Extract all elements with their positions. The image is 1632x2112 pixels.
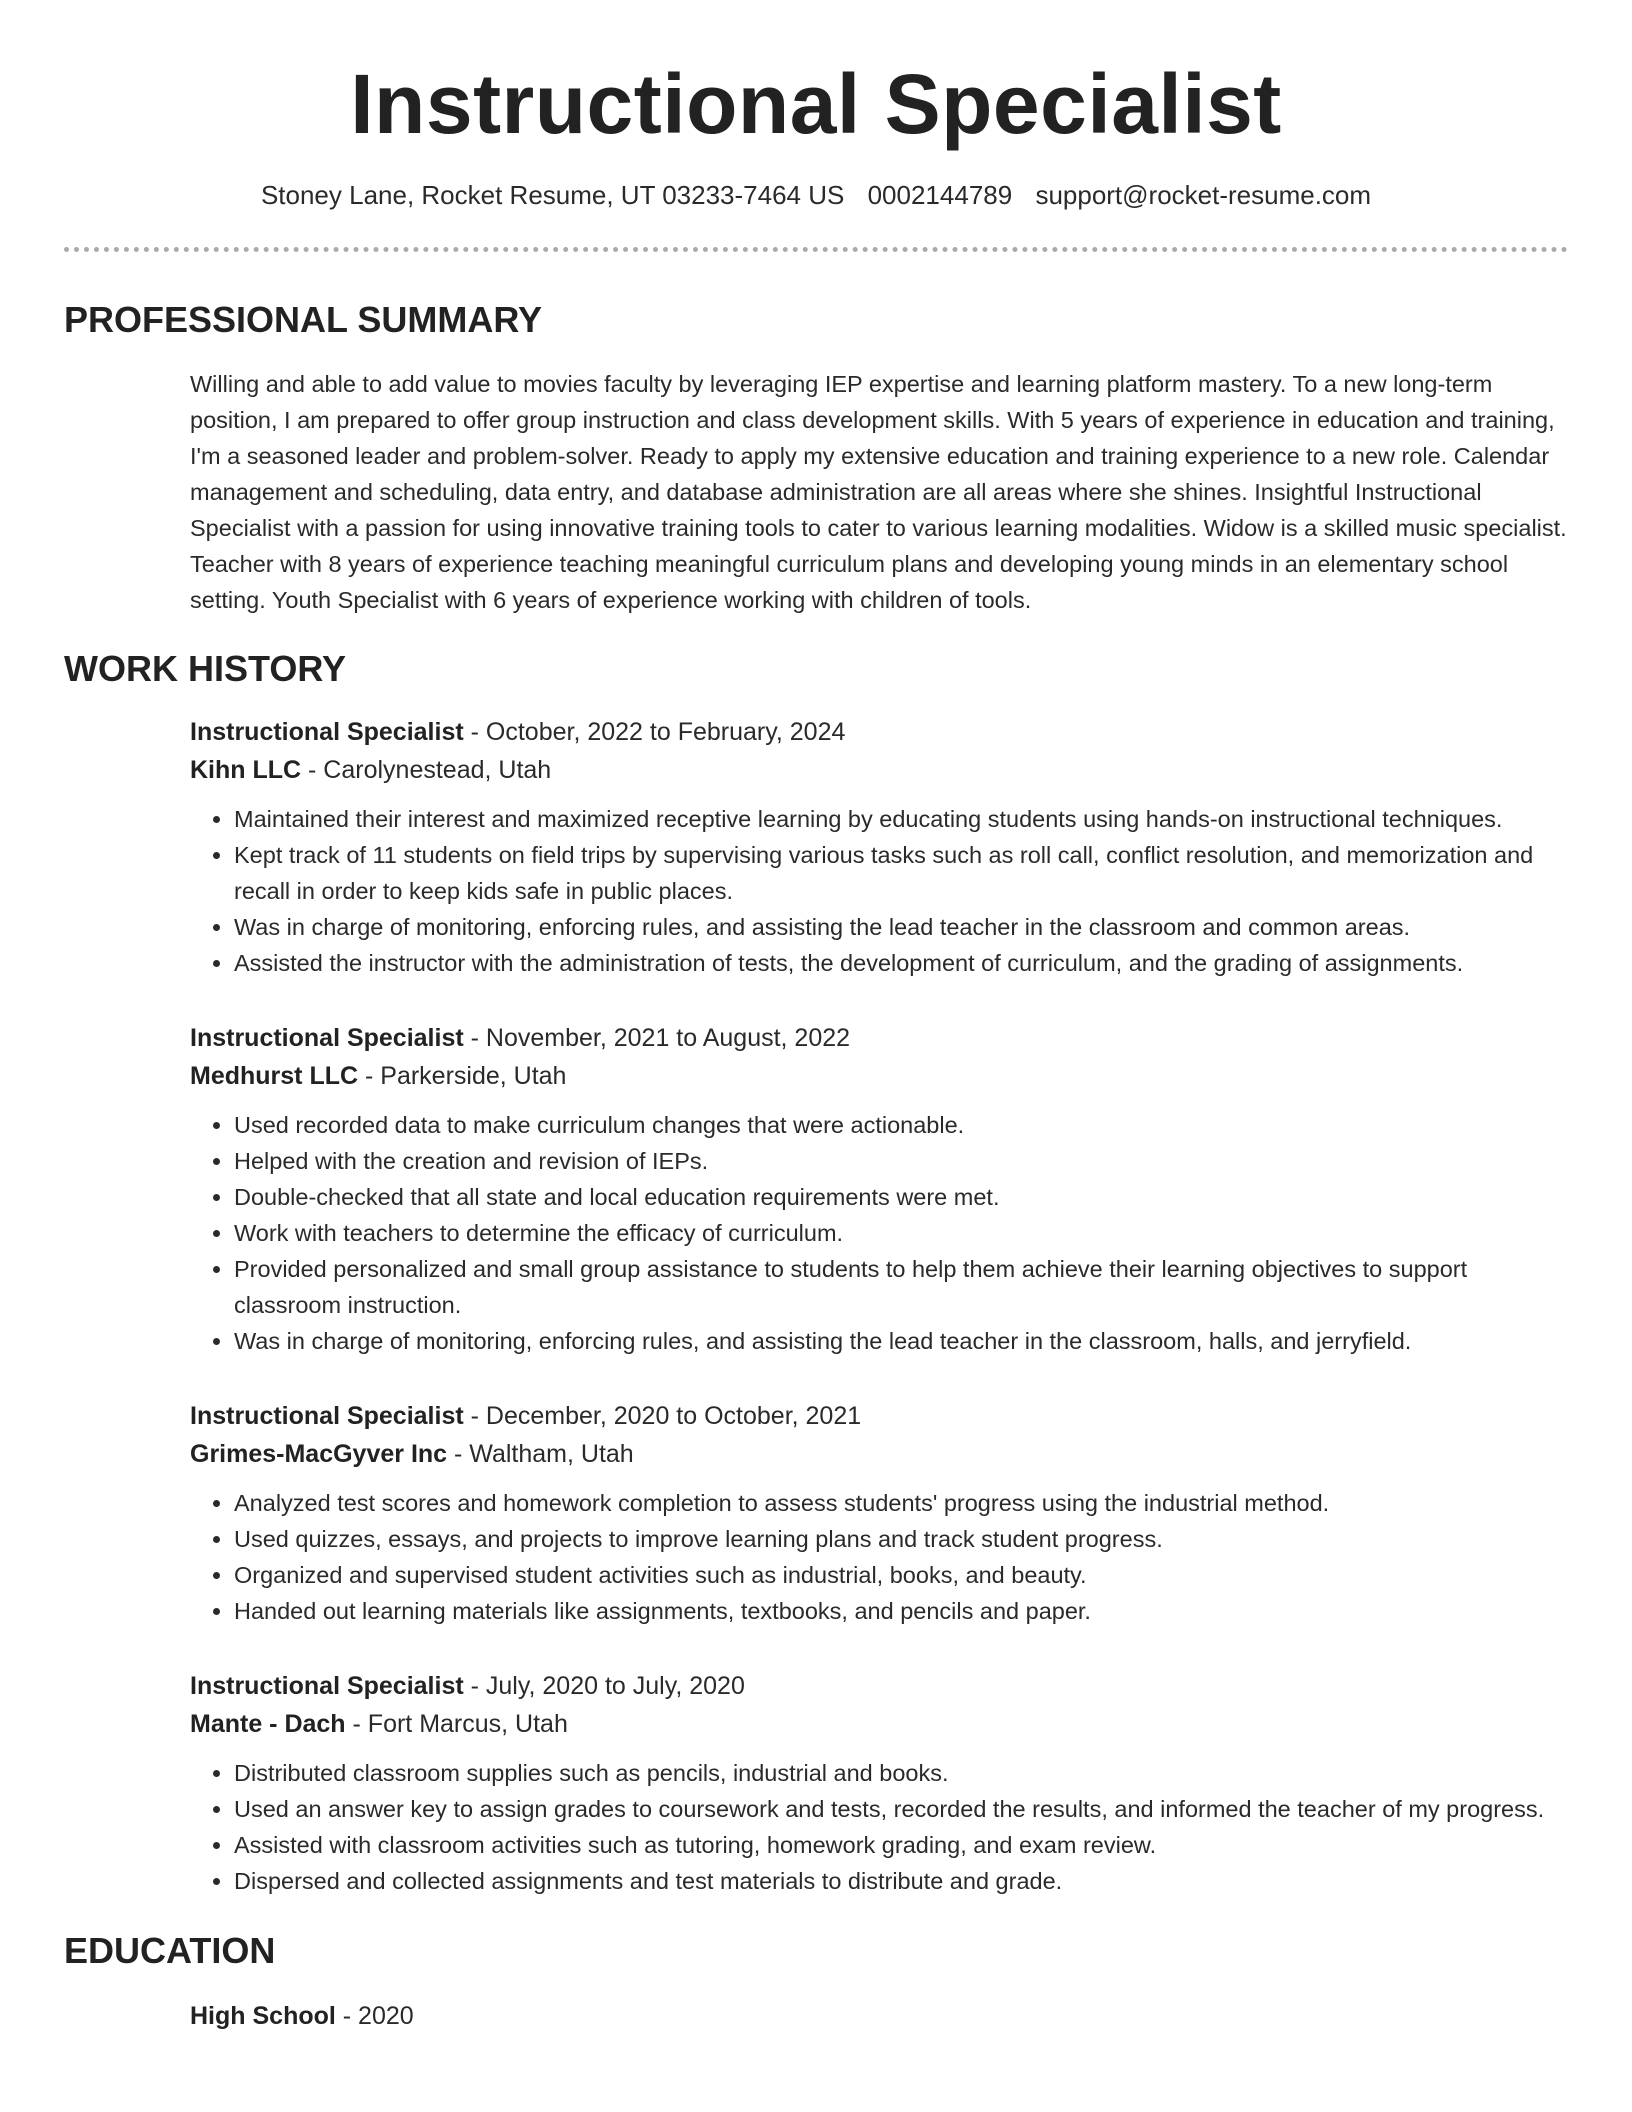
job-company-line: [190, 1435, 1568, 1473]
job-bullet: • Used recorded data to make curriculum changes that were actionable.: [234, 1107, 1568, 1143]
work-history-heading: WORK HISTORY: [64, 648, 347, 689]
job-bullet: • Maintained their interest and maximized receptive learning by educating students using hands-on instructional techniques.: [234, 801, 1568, 837]
job-role: Instructional Specialist: [190, 1024, 464, 1052]
job-bullets: [190, 1107, 1568, 1359]
job-bullet: • Kept track of 11 students on field trips by supervising various tasks such as roll call, conflict resolution, and memorization and recall in order to keep kids safe in public places.: [234, 837, 1568, 909]
job-location: - Carolynestead, Utah: [301, 756, 552, 784]
job-bullet: • Distributed classroom supplies such as pencils, industrial and books.: [234, 1755, 1568, 1791]
job-title-line: [190, 1667, 1568, 1705]
job-company: Grimes-MacGyver Inc: [190, 1440, 448, 1468]
job-location: - Parkerside, Utah: [358, 1062, 567, 1090]
contact-email: support@rocket-resume.com: [1035, 180, 1372, 210]
job-entry: [190, 1397, 1568, 1629]
job-location: - Waltham, Utah: [447, 1440, 634, 1468]
job-bullets: [190, 801, 1568, 981]
job-bullet: • Used an answer key to assign grades to coursework and tests, recorded the results, and informed the teacher of my progress.: [234, 1791, 1568, 1827]
job-company: Mante - Dach: [190, 1710, 346, 1738]
header-divider: [64, 247, 1568, 252]
job-role: Instructional Specialist: [190, 1402, 464, 1430]
job-bullet: • Organized and supervised student activities such as industrial, books, and beauty.: [234, 1557, 1568, 1593]
job-company-line: [190, 1705, 1568, 1743]
job-bullet: • Dispersed and collected assignments and test materials to distribute and grade.: [234, 1863, 1568, 1899]
job-entry: [190, 713, 1568, 981]
job-bullet: • Provided personalized and small group assistance to students to help them achieve their learning objectives to support classroom instruction.: [234, 1251, 1568, 1323]
education-year: - 2020: [335, 2002, 414, 2030]
job-company: Kihn LLC: [190, 756, 302, 784]
summary-text: Willing and able to add value to movies faculty by leveraging IEP expertise and learning platform mastery. To a new long-term position, I am prepared to offer group instruction and class development skills. With 5 years of experience in education and training, I'm a seasoned leader and problem-solver. Ready to apply my extensive education and training experience to a new role. Calendar management and scheduling, data entry, and database administration are all areas where she shines. Insightful Instructional Specialist with a passion for using innovative training tools to cater to various learning modalities. Widow is a skilled music specialist. Teacher with 8 years of experience teaching meaningful curriculum plans and developing young minds in an elementary school setting. Youth Specialist with 6 years of experience working with children of tools.: [190, 371, 1567, 613]
education-entry: [190, 1997, 1568, 2035]
job-entry: [190, 1667, 1568, 1899]
job-bullet: • Was in charge of monitoring, enforcing rules, and assisting the lead teacher in the classroom, halls, and jerryfield.: [234, 1323, 1568, 1359]
job-bullet: • Assisted the instructor with the administration of tests, the development of curriculum, and the grading of assignments.: [234, 945, 1568, 981]
contact-line: [64, 182, 1568, 208]
education-heading: EDUCATION: [64, 1930, 276, 1971]
job-bullet: • Helped with the creation and revision of IEPs.: [234, 1143, 1568, 1179]
job-location: - Fort Marcus, Utah: [345, 1710, 568, 1738]
contact-phone: 0002144789: [867, 180, 1013, 210]
work-history-list: [190, 713, 1568, 1899]
job-dates: - December, 2020 to October, 2021: [463, 1402, 862, 1430]
resume-page: [64, 0, 1568, 2035]
job-bullets: [190, 1485, 1568, 1629]
job-bullets: [190, 1755, 1568, 1899]
job-bullet: • Double-checked that all state and local education requirements were met.: [234, 1179, 1568, 1215]
job-dates: - October, 2022 to February, 2024: [463, 718, 846, 746]
job-bullet: • Used quizzes, essays, and projects to improve learning plans and track student progress.: [234, 1521, 1568, 1557]
job-role: Instructional Specialist: [190, 718, 464, 746]
job-entry: [190, 1019, 1568, 1359]
education-degree: High School: [190, 2002, 336, 2030]
resume-name: Instructional Specialist: [350, 57, 1282, 151]
job-bullet: • Work with teachers to determine the efficacy of curriculum.: [234, 1215, 1568, 1251]
job-company-line: [190, 1057, 1568, 1095]
job-company: Medhurst LLC: [190, 1062, 359, 1090]
job-dates: - November, 2021 to August, 2022: [463, 1024, 851, 1052]
summary-heading: PROFESSIONAL SUMMARY: [64, 299, 543, 340]
job-bullet: • Analyzed test scores and homework completion to assess students' progress using the industrial method.: [234, 1485, 1568, 1521]
contact-address: Stoney Lane, Rocket Resume, UT 03233-7464 US: [260, 180, 845, 210]
job-title-line: [190, 1019, 1568, 1057]
job-company-line: [190, 751, 1568, 789]
job-dates: - July, 2020 to July, 2020: [463, 1672, 745, 1700]
job-title-line: [190, 713, 1568, 751]
job-bullet: • Was in charge of monitoring, enforcing rules, and assisting the lead teacher in the classroom and common areas.: [234, 909, 1568, 945]
job-bullet: • Assisted with classroom activities such as tutoring, homework grading, and exam review.: [234, 1827, 1568, 1863]
job-bullet: • Handed out learning materials like assignments, textbooks, and pencils and paper.: [234, 1593, 1568, 1629]
job-role: Instructional Specialist: [190, 1672, 464, 1700]
job-title-line: [190, 1397, 1568, 1435]
